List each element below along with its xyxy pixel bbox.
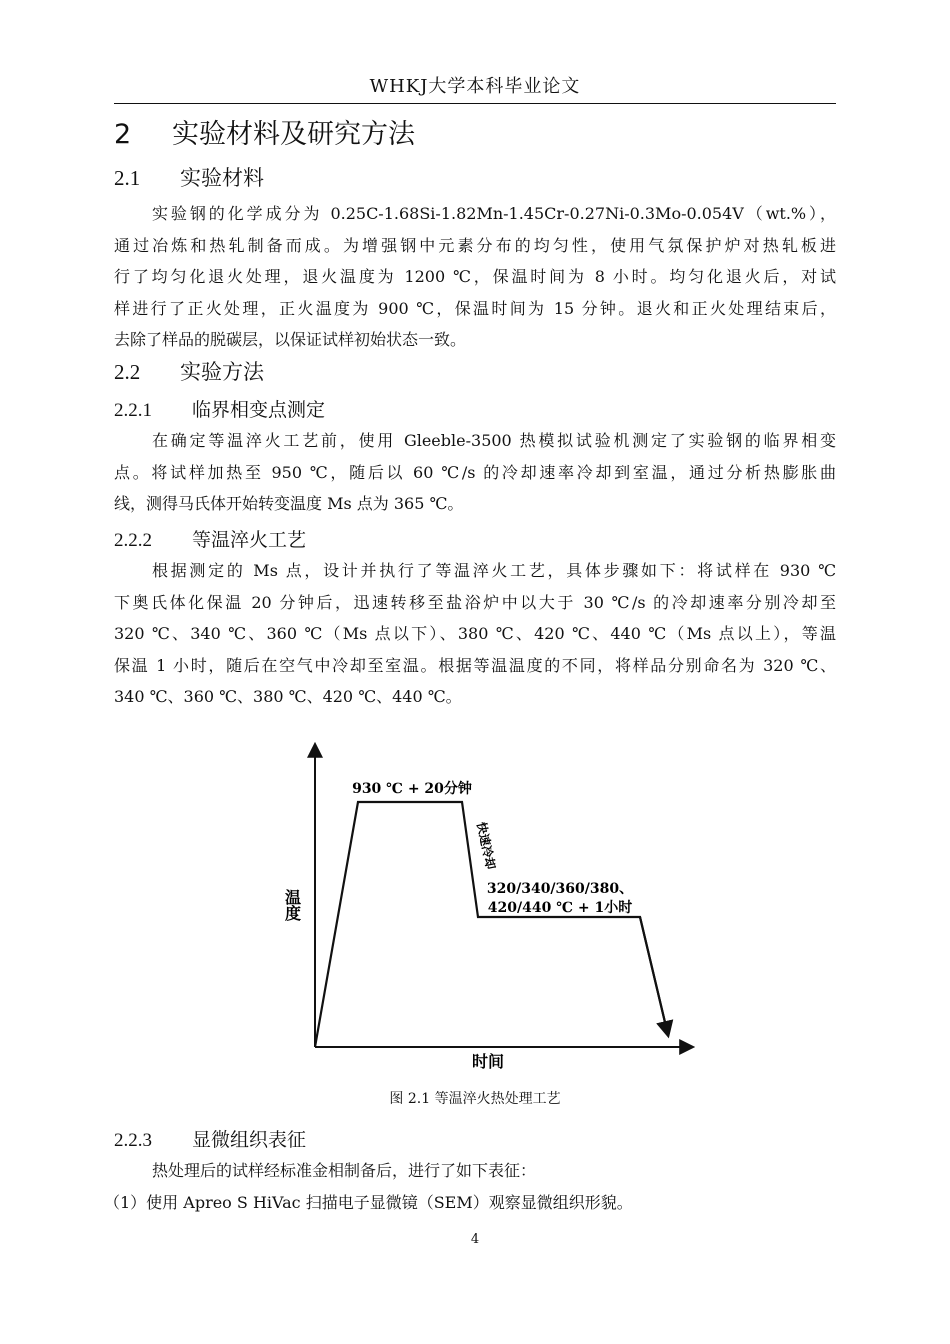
- section-2-1-paragraph: [114, 198, 836, 356]
- paragraph-line: 根据测定的 Ms 点，设计并执行了等温淬火工艺，具体步骤如下：将试样在 930 ℃: [152, 561, 836, 580]
- paragraph-line: 320 ℃、340 ℃、360 ℃（Ms 点以下）、380 ℃、420 ℃、440 ℃（Ms 点以上），等温: [114, 624, 836, 643]
- subsection-title: 显微组织表征: [192, 1129, 307, 1151]
- paragraph-line: 线，测得马氏体开始转变温度 Ms 点为 365 ℃。: [114, 494, 464, 513]
- section-title: 实验方法: [180, 360, 264, 384]
- paragraph-line: 实验钢的化学成分为 0.25C-1.68Si-1.82Mn-1.45Cr-0.27Ni-0.3Mo-0.054V（wt.%），: [152, 204, 836, 223]
- chapter-number: 2: [114, 119, 132, 150]
- paragraph-line: 在确定等温淬火工艺前，使用 Gleeble-3500 热模拟试验机测定了实验钢的临界相变: [152, 431, 836, 450]
- section-2-2-3-heading: [114, 1125, 306, 1152]
- header-rule: [114, 103, 836, 104]
- subsection-number: 2.2.3: [114, 1130, 152, 1151]
- page-number: 4: [470, 1232, 480, 1247]
- figure-caption: 图 2.1 等温淬火热处理工艺: [389, 1091, 561, 1107]
- heat-treatment-figure: [270, 735, 700, 1085]
- cooling-arrow: [640, 917, 668, 1035]
- section-2-2-3-paragraph: [104, 1155, 836, 1218]
- page-header: WHKJ大学本科毕业论文: [369, 76, 581, 97]
- label-hold-line1: 320/340/360/380、: [486, 881, 634, 897]
- subsection-number: 2.2.2: [114, 530, 152, 551]
- paragraph-line: 通过冶炼和热轧制备而成。为增强钢中元素分布的均匀性，使用气氛保护炉对热轧板进: [114, 235, 836, 255]
- section-number: 2.1: [114, 166, 141, 190]
- subsection-number: 2.2.1: [114, 400, 152, 421]
- paragraph-line: 行了均匀化退火处理，退火温度为 1200 ℃，保温时间为 8 小时。均匀化退火后，对试: [114, 267, 836, 286]
- paragraph-line: 样进行了正火处理，正火温度为 900 ℃，保温时间为 15 分钟。退火和正火处理结束后，: [114, 298, 836, 318]
- x-axis-label: 时间: [471, 1052, 505, 1071]
- paragraph-line: 下奥氏体化保温 20 分钟后，迅速转移至盐浴炉中以大于 30 ℃/s 的冷却速率分别冷却至: [114, 592, 836, 612]
- paragraph-line: 热处理后的试样经标准金相制备后，进行了如下表征：: [152, 1161, 537, 1180]
- section-2-1-heading: [114, 162, 264, 192]
- heat-treatment-diagram: [270, 735, 700, 1085]
- paragraph-line: 去除了样品的脱碳层，以保证试样初始状态一致。: [114, 330, 467, 349]
- label-quench: 快速冷却: [474, 820, 498, 871]
- label-hold-line2: 420/440 ℃ + 1小时: [487, 900, 633, 916]
- section-2-2-1-heading: [114, 395, 325, 422]
- section-number: 2.2: [114, 360, 141, 384]
- subsection-title: 等温淬火工艺: [192, 529, 307, 551]
- section-title: 实验材料: [180, 166, 264, 190]
- chapter-title: 实验材料及研究方法: [172, 119, 415, 150]
- chapter-heading: [114, 112, 415, 151]
- section-2-2-heading: [114, 356, 264, 386]
- label-austenitize: 930 ℃ + 20分钟: [352, 781, 472, 797]
- y-axis-label: 温度: [282, 889, 302, 921]
- section-2-2-2-heading: [114, 525, 306, 552]
- paragraph-line: 340 ℃、360 ℃、380 ℃、420 ℃、440 ℃。: [114, 687, 462, 706]
- paragraph-line: （1）使用 Apreo S HiVac 扫描电子显微镜（SEM）观察显微组织形貌。: [104, 1192, 633, 1212]
- section-2-2-1-paragraph: [114, 425, 836, 520]
- subsection-title: 临界相变点测定: [192, 399, 326, 421]
- section-2-2-2-paragraph: [114, 555, 836, 713]
- paragraph-line: 保温 1 小时，随后在空气中冷却至室温。根据等温温度的不同，将样品分别命名为 320 ℃、: [114, 655, 836, 675]
- paragraph-line: 点。将试样加热至 950 ℃，随后以 60 ℃/s 的冷却速率冷却到室温，通过分析热膨胀曲: [114, 462, 836, 482]
